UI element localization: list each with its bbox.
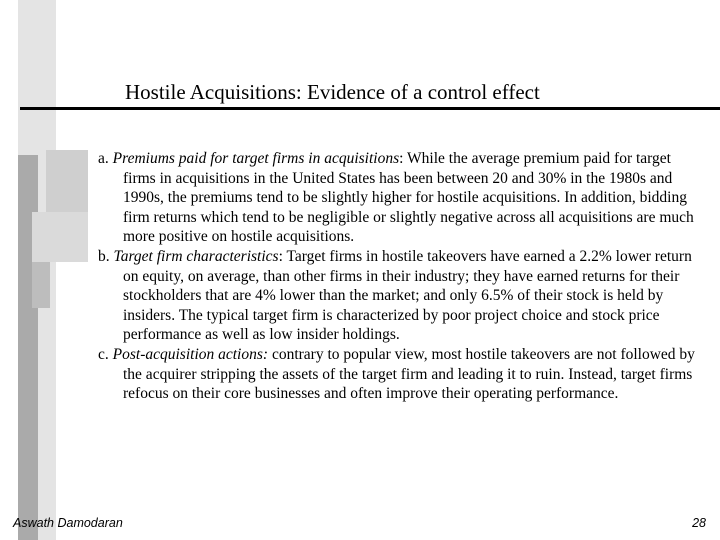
item-text: contrary to popular view, most hostile takeovers are not followed by the acquirer stripping the assets of the target firm and leading it to ruin. Instead, target firms refocus on their core businesses and often improve their operating performance. [123,345,695,403]
list-item-target-characteristics [98,247,702,345]
slide-body [98,149,702,404]
list-item-post-acquisition [98,345,702,404]
item-text: : Target firms in hostile takeovers have earned a 2.2% lower return on equity, on average, than other firms in their industry; they have earned returns for their stockholders that are 4% lower than the market; and only 6.5% of their stock is held by insiders. The typical target firm is characterized by poor project choice and stock price performance as well as low insider holdings. [123,247,692,344]
item-heading: Post-acquisition actions: [112,345,269,363]
title-divider [20,107,720,110]
slide-title: Hostile Acquisitions: Evidence of a control effect [125,80,540,104]
decor-block-mid [32,212,88,262]
item-marker: c. [98,345,113,363]
decor-block-top [46,150,88,212]
item-text: : While the average premium paid for target firms in acquisitions in the United States has been between 20 and 30% in the 1980s and 1990s, the premiums tend to be slightly higher for hostile acquisitions. In addition, bidding firm returns which tend to be negligible or slightly negative across all acquisitions are much more positive on hostile acquisitions. [123,150,694,246]
list-item-premiums [98,149,702,247]
decor-block-low [32,262,50,308]
item-heading: Premiums paid for target firms in acquisitions [112,150,400,167]
item-marker: a. [98,150,113,167]
footer-author: Aswath Damodaran [13,516,123,530]
page-number: 28 [692,516,706,530]
item-marker: b. [98,247,114,265]
item-heading: Target firm characteristics [113,247,279,265]
